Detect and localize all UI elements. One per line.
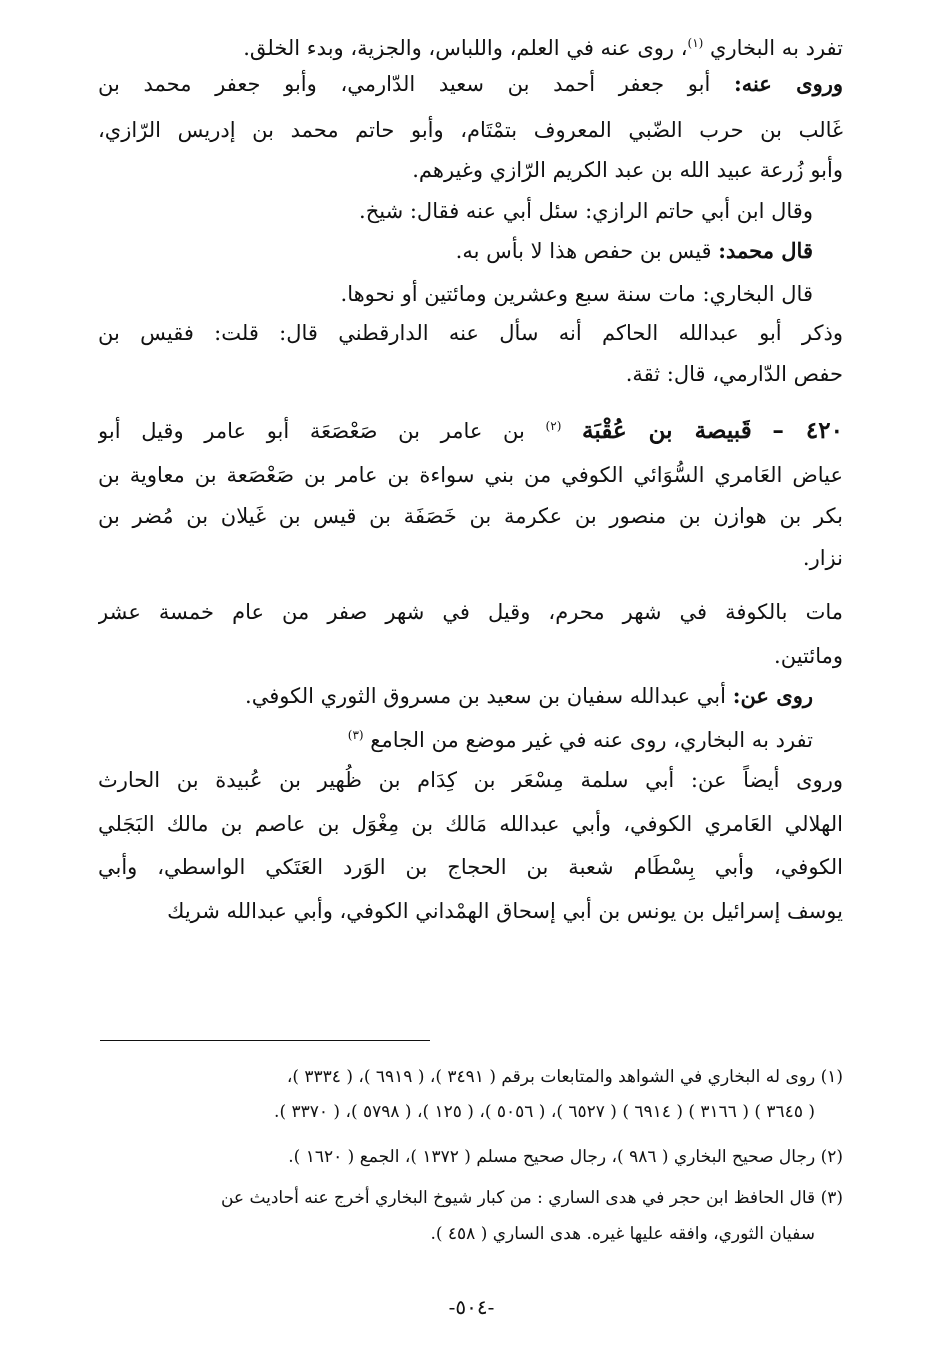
footnote-3-cont: سفيان الثوري، وافقه عليها غيره. هدى الساري ( ٤٥٨ ). bbox=[430, 1224, 815, 1244]
text-line-9: حفص الدّارمي، قال: ثقة. bbox=[625, 362, 843, 386]
text-line-2: وروى عنه: أبو جعفر أحمد بن سعيد الدّارمي، وأبو جعفر محمد بن bbox=[98, 71, 843, 96]
footnote-2: (٢) رجال صحيح البخاري ( ٩٨٦ )، رجال صحيح مسلم ( ١٣٧٢ )، الجمع ( ١٦٢٠ ). bbox=[288, 1147, 843, 1167]
text-line-12: بكر بن هوازن بن منصور بن عكرمة بن خَصَفَة بن قيس بن غَيلان بن مُضر بن bbox=[98, 504, 843, 528]
text-line-1: تفرد به البخاري $^{(١)}$، روى عنه في العلم، واللباس، والجزية، وبدء الخلق. bbox=[243, 36, 843, 60]
footnote-1-cont: ( ٣٦٤٥ ) ( ٣١٦٦ ) ( ٦٩١٤ ) ( ٦٥٢٧ )، ( ٥٠٥٦ )، ( ١٢٥ )، ( ٥٧٩٨ )، ( ٣٣٧٠ ). bbox=[274, 1102, 815, 1122]
text-line-20: الكوفي، وأبي بِسْطَام شعبة بن الحجاج بن الوَرد العَتَكي الواسطي، وأبي bbox=[98, 855, 843, 879]
text-line-17: تفرد به البخاري، روى عنه في غير موضع من الجامع $^{(٣)}$ bbox=[347, 728, 813, 752]
text-line-19: الهلالي العَامري الكوفي، وأبي عبدالله مَالك بن مِغْوَل بن عاصم بن مالك البَجَلي bbox=[98, 812, 843, 836]
footnote-1: (١) روى له البخاري في الشواهد والمتابعات برقم ( ٣٤٩١ )، ( ٦٩١٩ )، ( ٣٣٣٤ )، bbox=[286, 1067, 843, 1087]
page-number: -٥٠٤- bbox=[448, 1295, 495, 1319]
section-label: قال محمد: bbox=[718, 238, 813, 263]
text-line-5: وقال ابن أبي حاتم الرازي: سئل أبي عنه فقال: شيخ. bbox=[359, 199, 813, 223]
text-line-13: نزار. bbox=[802, 546, 843, 570]
text-line-4: وأبو زُرعة عبيد الله بن عبد الكريم الرّازي وغيرهم. bbox=[412, 158, 843, 182]
entry-name: قَبيصة بن عُقْبَة bbox=[582, 417, 752, 444]
text-line-14: مات بالكوفة في شهر محرم، وقيل في شهر صفر من عام خمسة عشر bbox=[98, 600, 843, 624]
footnote-ref-1[interactable]: (١) bbox=[687, 36, 704, 50]
footnote-ref-3[interactable]: (٣) bbox=[347, 728, 364, 742]
footnote-ref-2[interactable]: (٢) bbox=[545, 419, 562, 433]
text-line-16: روى عن: أبي عبدالله سفيان بن سعيد بن مسروق الثوري الكوفي. bbox=[245, 683, 813, 708]
text-line-6: قال محمد: قيس بن حفص هذا لا بأس به. bbox=[455, 238, 813, 263]
section-label: روى عن: bbox=[732, 683, 813, 708]
entry-heading-line: ٤٢٠ – قَبيصة بن عُقْبَة $^{(٢)}$ بن عامر بن صَعْصَعَة أبو عامر وقيل أبو bbox=[98, 417, 843, 444]
text-line-7: قال البخاري: مات سنة سبع وعشرين ومائتين أو نحوها. bbox=[340, 282, 813, 306]
text-line-11: عياض العَامري السُّوَائي الكوفي من بني سواءة بن عامر بن صَعْصَعة بن معاوية بن bbox=[98, 463, 843, 487]
footnote-3: (٣) قال الحافظ ابن حجر في هدى الساري : من كبار شيوخ البخاري أخرج عنه أحاديث عن bbox=[220, 1188, 843, 1208]
entry-number: ٤٢٠ – bbox=[772, 417, 843, 444]
footnote-separator bbox=[100, 1040, 430, 1041]
text-line-21: يوسف إسرائيل بن يونس بن أبي إسحاق الهمْداني الكوفي، وأبي عبدالله شريك bbox=[167, 899, 843, 923]
text-line-8: وذكر أبو عبدالله الحاكم أنه سأل عنه الدارقطني قال: قلت: فقيس بن bbox=[98, 321, 843, 345]
text-line-15: ومائتين. bbox=[774, 644, 843, 668]
section-label: وروى عنه: bbox=[733, 71, 843, 96]
text-line-3: غَالب بن حرب الضّبي المعروف بتمْتَام، وأبو حاتم محمد بن إدريس الرّازي، bbox=[98, 118, 843, 142]
text-line-18: وروى أيضاً عن: أبي سلمة مِسْعَر بن كِدَام بن ظُهير بن عُبيدة بن الحارث bbox=[98, 768, 843, 792]
